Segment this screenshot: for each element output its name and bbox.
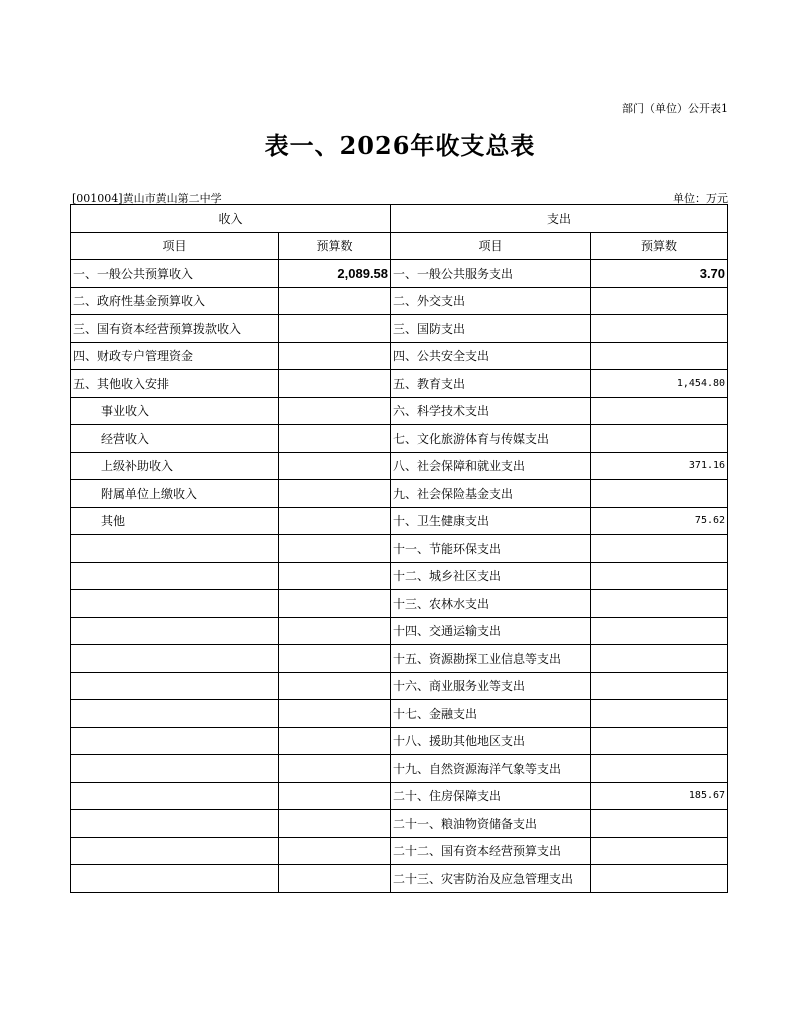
income-amount-cell (279, 480, 391, 508)
income-amount-cell: 2,089.58 (279, 260, 391, 288)
income-item-cell (71, 727, 279, 755)
expense-item-header: 项目 (391, 232, 591, 260)
expense-item-cell: 十八、援助其他地区支出 (391, 727, 591, 755)
expense-amount-cell (591, 755, 728, 783)
expense-amount-cell (591, 287, 728, 315)
expense-amount-cell (591, 810, 728, 838)
table-row (71, 452, 728, 480)
expense-amount-cell (591, 480, 728, 508)
income-item-cell (71, 865, 279, 893)
table-row (71, 315, 728, 343)
income-item-cell: 附属单位上缴收入 (71, 480, 279, 508)
income-item-cell: 上级补助收入 (71, 452, 279, 480)
income-amount-cell (279, 507, 391, 535)
expense-item-cell: 二、外交支出 (391, 287, 591, 315)
table-row (71, 562, 728, 590)
expense-item-cell: 十一、节能环保支出 (391, 535, 591, 563)
table-row (71, 287, 728, 315)
expense-item-cell: 十九、自然资源海洋气象等支出 (391, 755, 591, 783)
page-title: 表一、2026年收支总表 (264, 131, 536, 160)
expense-item-cell: 二十三、灾害防治及应急管理支出 (391, 865, 591, 893)
income-amount-cell (279, 425, 391, 453)
income-item-cell (71, 535, 279, 563)
expense-item-cell: 十、卫生健康支出 (391, 507, 591, 535)
table-row (71, 260, 728, 288)
expense-amount-cell (591, 397, 728, 425)
table-row (71, 645, 728, 673)
income-amount-cell (279, 645, 391, 673)
income-item-cell (71, 562, 279, 590)
unit-label: 单位：万元 (673, 192, 728, 205)
table-row (71, 617, 728, 645)
income-amount-cell (279, 865, 391, 893)
income-amount-cell (279, 617, 391, 645)
expense-item-cell: 六、科学技术支出 (391, 397, 591, 425)
expense-item-cell: 十三、农林水支出 (391, 590, 591, 618)
income-amount-cell (279, 837, 391, 865)
table-column-header-row (71, 232, 728, 260)
income-amount-cell (279, 287, 391, 315)
income-item-cell: 二、政府性基金预算收入 (71, 287, 279, 315)
expense-amount-cell (591, 865, 728, 893)
table-row (71, 535, 728, 563)
income-amount-cell (279, 342, 391, 370)
expense-amount-cell (591, 590, 728, 618)
income-amount-cell (279, 370, 391, 398)
table-row (71, 425, 728, 453)
table-row (71, 672, 728, 700)
table-row (71, 480, 728, 508)
expense-amount-cell (591, 700, 728, 728)
table-row (71, 810, 728, 838)
income-budget-header: 预算数 (279, 232, 391, 260)
income-item-cell: 五、其他收入安排 (71, 370, 279, 398)
table-row (71, 397, 728, 425)
income-item-cell (71, 810, 279, 838)
income-amount-cell (279, 755, 391, 783)
expense-amount-cell (591, 617, 728, 645)
income-item-cell: 三、国有资本经营预算拨款收入 (71, 315, 279, 343)
income-item-cell (71, 700, 279, 728)
expense-amount-cell: 185.67 (591, 782, 728, 810)
income-item-cell (71, 590, 279, 618)
expense-item-cell: 七、文化旅游体育与传媒支出 (391, 425, 591, 453)
expense-item-cell: 二十、住房保障支出 (391, 782, 591, 810)
table-row (71, 700, 728, 728)
table-group-header-row (71, 205, 728, 233)
expense-amount-cell (591, 342, 728, 370)
table-row (71, 755, 728, 783)
expense-amount-cell (591, 672, 728, 700)
income-amount-cell (279, 535, 391, 563)
expense-item-cell: 二十一、粮油物资储备支出 (391, 810, 591, 838)
table-row (71, 782, 728, 810)
form-number: 部门（单位）公开表1 (622, 102, 728, 115)
expense-amount-cell (591, 562, 728, 590)
expense-item-cell: 二十二、国有资本经营预算支出 (391, 837, 591, 865)
expense-budget-header: 预算数 (591, 232, 728, 260)
income-amount-cell (279, 727, 391, 755)
income-amount-cell (279, 700, 391, 728)
expense-item-cell: 十五、资源勘探工业信息等支出 (391, 645, 591, 673)
income-item-cell (71, 645, 279, 673)
income-item-cell (71, 755, 279, 783)
income-header: 收入 (71, 205, 391, 233)
income-item-cell: 一、一般公共预算收入 (71, 260, 279, 288)
expense-amount-cell (591, 315, 728, 343)
income-amount-cell (279, 672, 391, 700)
table-row (71, 727, 728, 755)
expense-item-cell: 八、社会保障和就业支出 (391, 452, 591, 480)
income-amount-cell (279, 452, 391, 480)
income-item-cell: 四、财政专户管理资金 (71, 342, 279, 370)
table-row (71, 590, 728, 618)
expense-amount-cell (591, 425, 728, 453)
expense-item-cell: 十六、商业服务业等支出 (391, 672, 591, 700)
expense-amount-cell (591, 837, 728, 865)
income-item-cell (71, 837, 279, 865)
income-item-cell: 经营收入 (71, 425, 279, 453)
income-item-cell: 其他 (71, 507, 279, 535)
table-row (71, 507, 728, 535)
expense-amount-cell (591, 535, 728, 563)
expense-item-cell: 十二、城乡社区支出 (391, 562, 591, 590)
income-amount-cell (279, 315, 391, 343)
expense-item-cell: 一、一般公共服务支出 (391, 260, 591, 288)
income-amount-cell (279, 782, 391, 810)
table-row (71, 370, 728, 398)
income-amount-cell (279, 397, 391, 425)
income-item-header: 项目 (71, 232, 279, 260)
table-row (71, 865, 728, 893)
unit-name: [001004]黄山市黄山第二中学 (72, 192, 222, 205)
income-amount-cell (279, 590, 391, 618)
expense-amount-cell: 371.16 (591, 452, 728, 480)
expense-amount-cell: 75.62 (591, 507, 728, 535)
expense-amount-cell: 3.70 (591, 260, 728, 288)
table-row (71, 342, 728, 370)
income-item-cell (71, 672, 279, 700)
budget-table (70, 204, 728, 893)
expense-item-cell: 三、国防支出 (391, 315, 591, 343)
table-row (71, 837, 728, 865)
expense-item-cell: 九、社会保险基金支出 (391, 480, 591, 508)
expense-item-cell: 五、教育支出 (391, 370, 591, 398)
expense-item-cell: 十七、金融支出 (391, 700, 591, 728)
income-item-cell (71, 782, 279, 810)
income-amount-cell (279, 810, 391, 838)
expense-item-cell: 十四、交通运输支出 (391, 617, 591, 645)
expense-header: 支出 (391, 205, 728, 233)
expense-item-cell: 四、公共安全支出 (391, 342, 591, 370)
expense-amount-cell (591, 645, 728, 673)
income-item-cell (71, 617, 279, 645)
income-item-cell: 事业收入 (71, 397, 279, 425)
income-amount-cell (279, 562, 391, 590)
expense-amount-cell: 1,454.80 (591, 370, 728, 398)
expense-amount-cell (591, 727, 728, 755)
